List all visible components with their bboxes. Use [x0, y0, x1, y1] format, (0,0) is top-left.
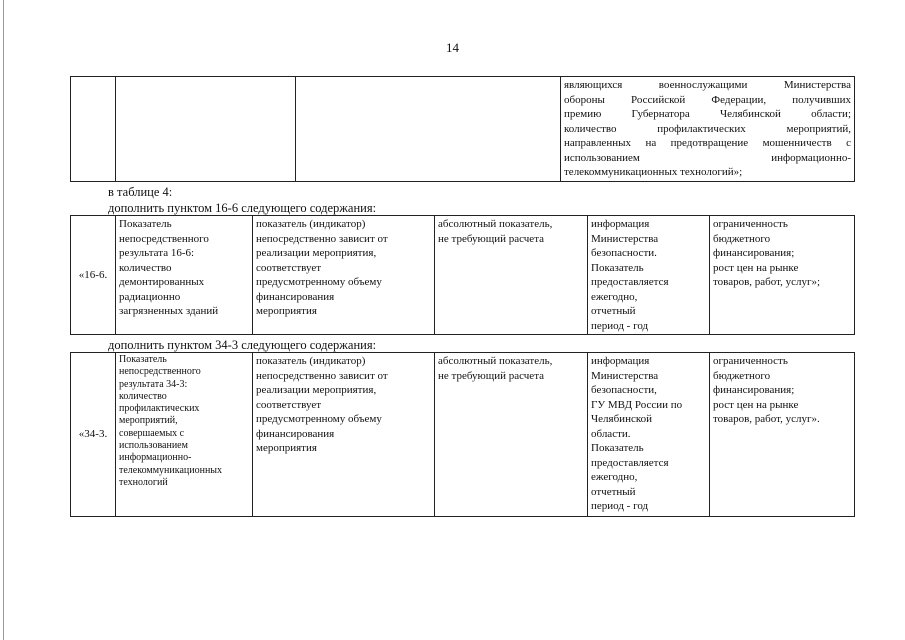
text-line: соответствует: [256, 261, 322, 274]
text-line: совершаемых с: [119, 427, 185, 439]
indicator-type-cell: [253, 216, 435, 335]
text-line: непосредственно зависит от: [256, 369, 388, 382]
text-line: отчетный: [591, 485, 636, 498]
text-line: Показатель: [119, 218, 172, 230]
text-line: информация: [591, 218, 650, 230]
text-line: не требующий расчета: [438, 232, 545, 245]
text-line: бюджетного: [713, 369, 771, 382]
text-line: мероприятия: [256, 442, 317, 454]
text-line: непосредственного: [119, 366, 201, 378]
page-number: 14: [446, 40, 459, 55]
text-line: не требующий расчета: [438, 369, 545, 382]
text-line: безопасности,: [591, 384, 657, 396]
text-line: радиационно: [119, 290, 181, 303]
risk-factors-cell: [710, 353, 855, 517]
text-line: мероприятия: [256, 305, 317, 317]
text-line: использованием информационно-: [564, 151, 851, 164]
text-line: информационно-: [119, 452, 192, 464]
intro-item-16-6: дополнить пунктом 16-6 следующего содержания:: [108, 201, 377, 215]
text-line: предоставляется: [591, 456, 669, 469]
intro-item-34-3: дополнить пунктом 34-3 следующего содержания:: [108, 338, 377, 352]
text-line: количество профилактических мероприятий,: [564, 122, 851, 135]
text-line: демонтированных: [119, 276, 205, 288]
text-line: отчетный: [591, 305, 636, 317]
text-line: безопасности.: [591, 247, 657, 259]
text-line: период - год: [591, 319, 649, 332]
text-line: количество: [119, 261, 172, 274]
text-line: реализации мероприятия,: [256, 247, 377, 259]
row-number: «34-3.: [71, 353, 116, 517]
continued-table-cell-3: [296, 77, 561, 182]
text-line: загрязненных зданий: [119, 305, 219, 317]
text-line: абсолютный показатель,: [438, 355, 553, 367]
text-line: ограниченность: [713, 355, 788, 367]
data-source-cell: [588, 353, 710, 517]
text-line: Показатель: [591, 442, 644, 454]
text-line: финансирования: [256, 290, 335, 303]
text-line: телекоммуникационных: [119, 464, 223, 476]
text-line: технологий: [119, 476, 168, 488]
scan-edge-line: [3, 0, 4, 640]
text-line: области.: [591, 427, 631, 440]
text-line: рост цен на рынке: [713, 398, 799, 411]
text-line: направленных на предотвращение мошенничеств с: [564, 137, 851, 149]
text-line: количество: [119, 390, 167, 402]
calculation-method-cell: [435, 216, 588, 335]
text-line: непосредственно зависит от: [256, 232, 388, 245]
table-row-16-6: [70, 215, 855, 335]
text-line: использованием: [119, 440, 188, 452]
text-line: мероприятий,: [119, 415, 178, 427]
text-line: ежегодно,: [591, 290, 638, 303]
data-source-cell: [588, 216, 710, 335]
indicator-type-cell: [253, 353, 435, 517]
continued-table-text-cell: [561, 77, 855, 182]
continued-table-cell-2: [116, 77, 296, 182]
row-number: «16-6.: [71, 216, 116, 335]
text-line: Министерства: [591, 232, 659, 245]
text-line: телекоммуникационных технологий»;: [564, 166, 743, 178]
text-line: информация: [591, 355, 650, 367]
indicator-name-cell: [116, 216, 253, 335]
text-line: финансирования;: [713, 247, 795, 259]
text-line: финансирования;: [713, 384, 795, 396]
text-line: соответствует: [256, 398, 322, 411]
text-line: предусмотренному объему: [256, 413, 382, 425]
text-line: результата 16-6:: [119, 247, 195, 259]
indicator-name-cell: [116, 353, 253, 517]
text-line: рост цен на рынке: [713, 261, 799, 274]
text-line: Министерства: [591, 369, 659, 382]
text-line: Показатель: [119, 354, 167, 365]
text-line: показатель (индикатор): [256, 218, 366, 230]
risk-factors-cell: [710, 216, 855, 335]
text-line: период - год: [591, 500, 649, 512]
text-line: реализации мероприятия,: [256, 384, 377, 396]
text-line: профилактических: [119, 403, 200, 415]
text-line: предоставляется: [591, 276, 669, 288]
text-line: ежегодно,: [591, 471, 638, 483]
text-line: премию Губернатора Челябинской области;: [564, 108, 851, 120]
continued-table: [70, 76, 855, 182]
text-line: Челябинской: [591, 413, 653, 425]
text-line: Показатель: [591, 261, 644, 274]
text-line: показатель (индикатор): [256, 355, 366, 367]
text-line: являющихся военнослужащими Министерства: [564, 79, 851, 91]
text-line: бюджетного: [713, 232, 771, 245]
continued-table-cell-1: [71, 77, 116, 182]
calculation-method-cell: [435, 353, 588, 517]
text-line: ГУ МВД России по: [591, 398, 683, 411]
text-line: ограниченность: [713, 218, 788, 230]
text-line: непосредственного: [119, 232, 209, 245]
text-line: абсолютный показатель,: [438, 218, 553, 230]
text-line: результата 34-3:: [119, 378, 188, 390]
text-line: товаров, работ, услуг».: [713, 413, 820, 425]
intro-table-4: в таблице 4:: [108, 185, 173, 199]
text-line: товаров, работ, услуг»;: [713, 276, 821, 288]
table-row-34-3: [70, 352, 855, 517]
text-line: обороны Российской Федерации, получивших: [564, 93, 851, 106]
text-line: финансирования: [256, 427, 335, 440]
text-line: предусмотренному объему: [256, 276, 382, 288]
